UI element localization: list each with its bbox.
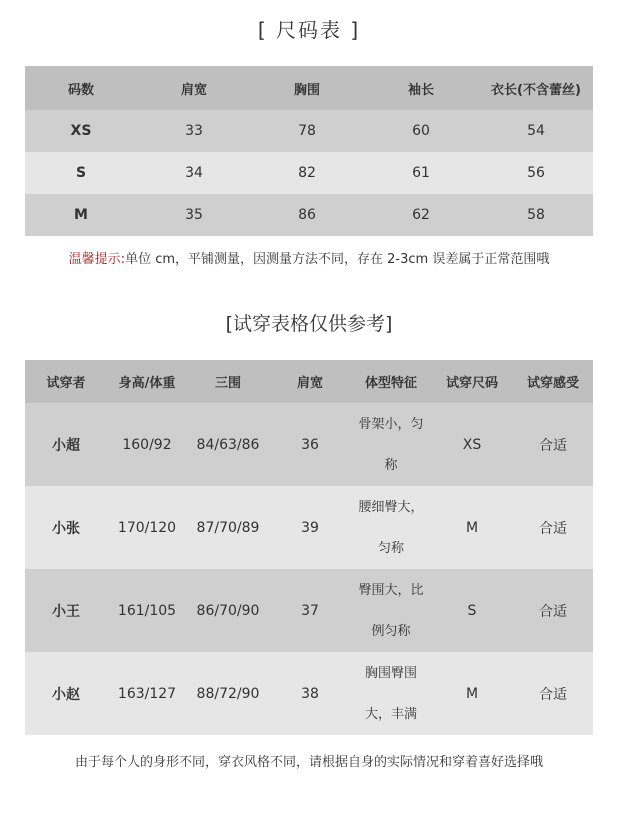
- height-weight-cell: 163/127: [107, 652, 187, 735]
- body-type-line: 称: [384, 457, 398, 473]
- header-wearer: 试穿者: [25, 360, 107, 403]
- shoulder-cell: 36: [269, 403, 351, 486]
- size-cell: M: [25, 194, 137, 236]
- header-chest: 胸围: [251, 66, 363, 110]
- table-row: [25, 152, 593, 194]
- shoulder-cell: 37: [269, 569, 351, 652]
- header-shoulder: 肩宽: [137, 66, 251, 110]
- length-cell: 56: [479, 152, 593, 194]
- footer-note: 由于每个人的身形不同，穿衣风格不同，请根据自身的实际情况和穿着喜好选择哦: [74, 755, 543, 770]
- shoulder-cell: 33: [137, 110, 251, 152]
- header-body-type: 体型特征: [351, 360, 431, 403]
- measurements-cell: 87/70/89: [187, 486, 269, 569]
- body-type-cell: [351, 486, 431, 569]
- height-weight-cell: 160/92: [107, 403, 187, 486]
- body-type-line: 胸围臀围: [364, 665, 417, 681]
- height-weight-cell: 170/120: [107, 486, 187, 569]
- measurement-note: [25, 248, 593, 267]
- wearer-name: 小王: [25, 569, 107, 652]
- try-on-header-row: [25, 360, 593, 403]
- table-row: [25, 569, 593, 652]
- wearer-name: 小超: [25, 403, 107, 486]
- measurements-cell: 86/70/90: [187, 569, 269, 652]
- body-type-line: 大，丰满: [364, 706, 417, 722]
- shoulder-cell: 39: [269, 486, 351, 569]
- shoulder-cell: 38: [269, 652, 351, 735]
- size-cell: XS: [25, 110, 137, 152]
- wearer-name: 小张: [25, 486, 107, 569]
- body-type-line: 臀围大，比: [358, 582, 424, 598]
- try-size-cell: M: [431, 652, 513, 735]
- header-shoulder: 肩宽: [269, 360, 351, 403]
- table-row: [25, 110, 593, 152]
- chest-cell: 82: [251, 152, 363, 194]
- sleeve-cell: 61: [363, 152, 479, 194]
- chest-cell: 78: [251, 110, 363, 152]
- height-weight-cell: 161/105: [107, 569, 187, 652]
- sleeve-cell: 60: [363, 110, 479, 152]
- wearer-name: 小赵: [25, 652, 107, 735]
- header-measurements: 三围: [187, 360, 269, 403]
- header-sleeve: 袖长: [363, 66, 479, 110]
- feeling-cell: 合适: [513, 569, 593, 652]
- header-length: 衣长(不含蕾丝): [479, 66, 593, 110]
- try-on-table: [25, 360, 593, 735]
- try-size-cell: M: [431, 486, 513, 569]
- table-row: [25, 403, 593, 486]
- try-size-cell: XS: [431, 403, 513, 486]
- header-size: 码数: [25, 66, 137, 110]
- size-chart-table: [25, 66, 593, 236]
- feeling-cell: 合适: [513, 652, 593, 735]
- chest-cell: 86: [251, 194, 363, 236]
- shoulder-cell: 34: [137, 152, 251, 194]
- shoulder-cell: 35: [137, 194, 251, 236]
- note-text: 单位 cm，平铺测量，因测量方法不同，存在 2-3cm 误差属于正常范围哦: [125, 252, 550, 267]
- body-type-cell: [351, 652, 431, 735]
- length-cell: 54: [479, 110, 593, 152]
- body-type-line: 匀称: [377, 540, 404, 556]
- note-label: 温馨提示:: [68, 252, 126, 267]
- sleeve-cell: 62: [363, 194, 479, 236]
- table-row: [25, 194, 593, 236]
- table-row: [25, 486, 593, 569]
- length-cell: 58: [479, 194, 593, 236]
- table-row: [25, 652, 593, 735]
- body-type-cell: [351, 569, 431, 652]
- try-size-cell: S: [431, 569, 513, 652]
- feeling-cell: 合适: [513, 403, 593, 486]
- measurements-cell: 88/72/90: [187, 652, 269, 735]
- try-chart-title: [试穿表格仅供参考]: [225, 313, 393, 335]
- body-type-cell: [351, 403, 431, 486]
- size-chart-title: [ 尺码表 ]: [257, 18, 361, 42]
- body-type-line: 例匀称: [371, 623, 411, 639]
- feeling-cell: 合适: [513, 486, 593, 569]
- header-feeling: 试穿感受: [513, 360, 593, 403]
- body-type-line: 骨架小，匀: [358, 416, 424, 432]
- header-try-size: 试穿尺码: [431, 360, 513, 403]
- size-cell: S: [25, 152, 137, 194]
- measurements-cell: 84/63/86: [187, 403, 269, 486]
- size-chart-header-row: [25, 66, 593, 110]
- header-height-weight: 身高/体重: [107, 360, 187, 403]
- body-type-line: 腰细臀大，: [358, 499, 424, 515]
